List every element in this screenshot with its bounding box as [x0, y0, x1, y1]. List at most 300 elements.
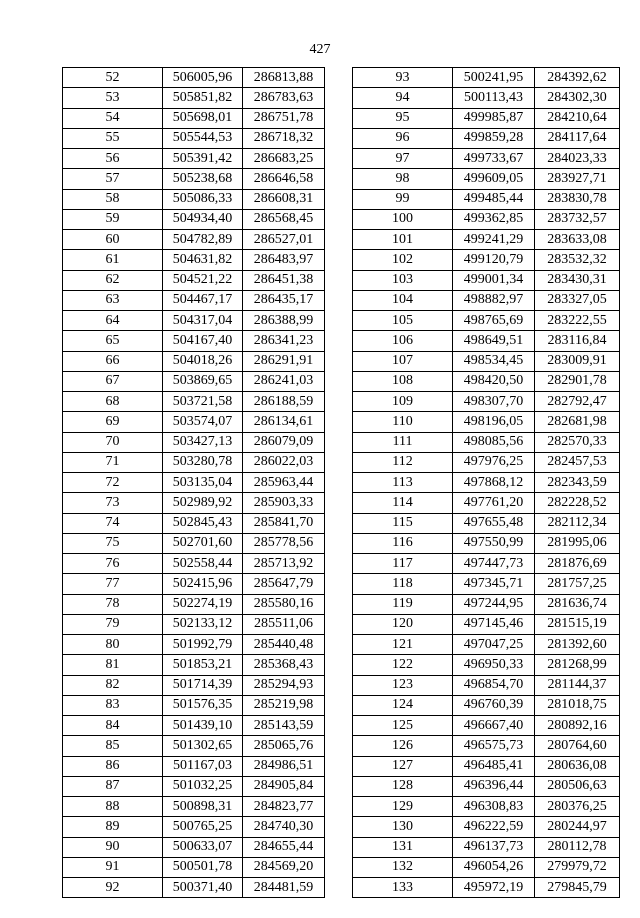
- y-coordinate-cell: 281876,69: [535, 554, 620, 574]
- y-coordinate-cell: 286483,97: [243, 250, 325, 270]
- table-row: [353, 533, 620, 553]
- x-coordinate-cell: 504467,17: [163, 290, 243, 310]
- y-coordinate-cell: 280112,78: [535, 837, 620, 857]
- point-number-cell: 110: [353, 412, 453, 432]
- point-number-cell: 71: [63, 452, 163, 472]
- point-number-cell: 72: [63, 473, 163, 493]
- page-number: 427: [309, 42, 331, 57]
- point-number-cell: 65: [63, 331, 163, 351]
- x-coordinate-cell: 497761,20: [453, 493, 535, 513]
- x-coordinate-cell: 499609,05: [453, 169, 535, 189]
- point-number-cell: 76: [63, 554, 163, 574]
- table-row: [63, 432, 325, 452]
- table-row: [353, 68, 620, 88]
- point-number-cell: 74: [63, 513, 163, 533]
- point-number-cell: 68: [63, 392, 163, 412]
- x-coordinate-cell: 503721,58: [163, 392, 243, 412]
- point-number-cell: 95: [353, 108, 453, 128]
- point-number-cell: 108: [353, 371, 453, 391]
- x-coordinate-cell: 502701,60: [163, 533, 243, 553]
- table-row: [353, 513, 620, 533]
- y-coordinate-cell: 284655,44: [243, 837, 325, 857]
- x-coordinate-cell: 499120,79: [453, 250, 535, 270]
- table-row: [63, 230, 325, 250]
- y-coordinate-cell: 284481,59: [243, 878, 325, 898]
- coordinates-table-right: [352, 67, 620, 898]
- table-row: [63, 695, 325, 715]
- x-coordinate-cell: 497655,48: [453, 513, 535, 533]
- point-number-cell: 86: [63, 756, 163, 776]
- point-number-cell: 123: [353, 675, 453, 695]
- y-coordinate-cell: 286188,59: [243, 392, 325, 412]
- point-number-cell: 57: [63, 169, 163, 189]
- x-coordinate-cell: 500633,07: [163, 837, 243, 857]
- y-coordinate-cell: 286646,58: [243, 169, 325, 189]
- point-number-cell: 118: [353, 574, 453, 594]
- table-row: [353, 594, 620, 614]
- table-row: [353, 695, 620, 715]
- x-coordinate-cell: 497345,71: [453, 574, 535, 594]
- table-row: [353, 837, 620, 857]
- point-number-cell: 60: [63, 230, 163, 250]
- y-coordinate-cell: 281144,37: [535, 675, 620, 695]
- x-coordinate-cell: 496485,41: [453, 756, 535, 776]
- y-coordinate-cell: 286241,03: [243, 371, 325, 391]
- table-row: [353, 493, 620, 513]
- y-coordinate-cell: 285903,33: [243, 493, 325, 513]
- y-coordinate-cell: 285580,16: [243, 594, 325, 614]
- y-coordinate-cell: 283009,91: [535, 351, 620, 371]
- point-number-cell: 69: [63, 412, 163, 432]
- x-coordinate-cell: 497447,73: [453, 554, 535, 574]
- point-number-cell: 104: [353, 290, 453, 310]
- table-body: [63, 68, 325, 898]
- y-coordinate-cell: 284302,30: [535, 88, 620, 108]
- table-row: [353, 857, 620, 877]
- y-coordinate-cell: 285219,98: [243, 695, 325, 715]
- y-coordinate-cell: 283830,78: [535, 189, 620, 209]
- x-coordinate-cell: 501853,21: [163, 655, 243, 675]
- x-coordinate-cell: 504631,82: [163, 250, 243, 270]
- y-coordinate-cell: 280636,08: [535, 756, 620, 776]
- point-number-cell: 130: [353, 817, 453, 837]
- point-number-cell: 109: [353, 392, 453, 412]
- y-coordinate-cell: 284392,62: [535, 68, 620, 88]
- y-coordinate-cell: 286435,17: [243, 290, 325, 310]
- point-number-cell: 90: [63, 837, 163, 857]
- x-coordinate-cell: 505544,53: [163, 128, 243, 148]
- y-coordinate-cell: 284986,51: [243, 756, 325, 776]
- y-coordinate-cell: 286022,03: [243, 452, 325, 472]
- y-coordinate-cell: 283927,71: [535, 169, 620, 189]
- x-coordinate-cell: 501167,03: [163, 756, 243, 776]
- y-coordinate-cell: 286388,99: [243, 311, 325, 331]
- point-number-cell: 82: [63, 675, 163, 695]
- table-row: [353, 250, 620, 270]
- table-body: [353, 68, 620, 898]
- y-coordinate-cell: 286568,45: [243, 209, 325, 229]
- y-coordinate-cell: 282792,47: [535, 392, 620, 412]
- x-coordinate-cell: 503280,78: [163, 452, 243, 472]
- y-coordinate-cell: 286451,38: [243, 270, 325, 290]
- point-number-cell: 83: [63, 695, 163, 715]
- x-coordinate-cell: 503427,13: [163, 432, 243, 452]
- table-row: [63, 574, 325, 594]
- point-number-cell: 53: [63, 88, 163, 108]
- point-number-cell: 107: [353, 351, 453, 371]
- y-coordinate-cell: 285065,76: [243, 736, 325, 756]
- table-row: [63, 837, 325, 857]
- y-coordinate-cell: 283222,55: [535, 311, 620, 331]
- x-coordinate-cell: 499985,87: [453, 108, 535, 128]
- point-number-cell: 56: [63, 149, 163, 169]
- y-coordinate-cell: 281995,06: [535, 533, 620, 553]
- x-coordinate-cell: 505086,33: [163, 189, 243, 209]
- point-number-cell: 106: [353, 331, 453, 351]
- point-number-cell: 114: [353, 493, 453, 513]
- x-coordinate-cell: 505851,82: [163, 88, 243, 108]
- table-row: [63, 736, 325, 756]
- table-row: [353, 797, 620, 817]
- point-number-cell: 112: [353, 452, 453, 472]
- x-coordinate-cell: 502133,12: [163, 614, 243, 634]
- point-number-cell: 119: [353, 594, 453, 614]
- y-coordinate-cell: 283430,31: [535, 270, 620, 290]
- table-row: [63, 878, 325, 898]
- y-coordinate-cell: 285368,43: [243, 655, 325, 675]
- y-coordinate-cell: 286079,09: [243, 432, 325, 452]
- table-row: [63, 68, 325, 88]
- x-coordinate-cell: 500371,40: [163, 878, 243, 898]
- table-row: [63, 473, 325, 493]
- table-row: [63, 513, 325, 533]
- point-number-cell: 55: [63, 128, 163, 148]
- x-coordinate-cell: 497244,95: [453, 594, 535, 614]
- x-coordinate-cell: 502845,43: [163, 513, 243, 533]
- y-coordinate-cell: 283633,08: [535, 230, 620, 250]
- table-row: [63, 594, 325, 614]
- table-row: [353, 230, 620, 250]
- point-number-cell: 81: [63, 655, 163, 675]
- table-row: [353, 270, 620, 290]
- x-coordinate-cell: 496854,70: [453, 675, 535, 695]
- y-coordinate-cell: 283732,57: [535, 209, 620, 229]
- y-coordinate-cell: 286608,31: [243, 189, 325, 209]
- y-coordinate-cell: 280244,97: [535, 817, 620, 837]
- point-number-cell: 87: [63, 776, 163, 796]
- table-row: [353, 169, 620, 189]
- y-coordinate-cell: 283327,05: [535, 290, 620, 310]
- point-number-cell: 120: [353, 614, 453, 634]
- y-coordinate-cell: 286751,78: [243, 108, 325, 128]
- point-number-cell: 94: [353, 88, 453, 108]
- table-row: [353, 473, 620, 493]
- table-row: [63, 169, 325, 189]
- table-row: [353, 614, 620, 634]
- table-row: [63, 756, 325, 776]
- x-coordinate-cell: 496137,73: [453, 837, 535, 857]
- x-coordinate-cell: 499733,67: [453, 149, 535, 169]
- table-row: [63, 533, 325, 553]
- x-coordinate-cell: 502274,19: [163, 594, 243, 614]
- table-row: [63, 209, 325, 229]
- point-number-cell: 102: [353, 250, 453, 270]
- table-row: [353, 412, 620, 432]
- y-coordinate-cell: 286683,25: [243, 149, 325, 169]
- table-row: [353, 351, 620, 371]
- x-coordinate-cell: 498882,97: [453, 290, 535, 310]
- x-coordinate-cell: 496054,26: [453, 857, 535, 877]
- y-coordinate-cell: 280892,16: [535, 716, 620, 736]
- x-coordinate-cell: 500113,43: [453, 88, 535, 108]
- y-coordinate-cell: 279979,72: [535, 857, 620, 877]
- table-row: [63, 412, 325, 432]
- table-row: [353, 189, 620, 209]
- y-coordinate-cell: 282343,59: [535, 473, 620, 493]
- table-row: [353, 574, 620, 594]
- x-coordinate-cell: 496667,40: [453, 716, 535, 736]
- y-coordinate-cell: 286783,63: [243, 88, 325, 108]
- table-row: [353, 675, 620, 695]
- table-row: [63, 655, 325, 675]
- point-number-cell: 62: [63, 270, 163, 290]
- point-number-cell: 113: [353, 473, 453, 493]
- point-number-cell: 93: [353, 68, 453, 88]
- x-coordinate-cell: 497047,25: [453, 635, 535, 655]
- point-number-cell: 125: [353, 716, 453, 736]
- table-row: [353, 655, 620, 675]
- point-number-cell: 117: [353, 554, 453, 574]
- y-coordinate-cell: 284905,84: [243, 776, 325, 796]
- point-number-cell: 89: [63, 817, 163, 837]
- x-coordinate-cell: 504934,40: [163, 209, 243, 229]
- y-coordinate-cell: 281018,75: [535, 695, 620, 715]
- y-coordinate-cell: 286718,32: [243, 128, 325, 148]
- table-row: [63, 108, 325, 128]
- y-coordinate-cell: 282457,53: [535, 452, 620, 472]
- x-coordinate-cell: 496760,39: [453, 695, 535, 715]
- y-coordinate-cell: 282901,78: [535, 371, 620, 391]
- x-coordinate-cell: 501439,10: [163, 716, 243, 736]
- point-number-cell: 133: [353, 878, 453, 898]
- table-row: [63, 270, 325, 290]
- x-coordinate-cell: 499859,28: [453, 128, 535, 148]
- point-number-cell: 96: [353, 128, 453, 148]
- x-coordinate-cell: 502415,96: [163, 574, 243, 594]
- y-coordinate-cell: 280764,60: [535, 736, 620, 756]
- point-number-cell: 80: [63, 635, 163, 655]
- table-row: [63, 392, 325, 412]
- table-row: [63, 635, 325, 655]
- table-row: [353, 209, 620, 229]
- y-coordinate-cell: 282228,52: [535, 493, 620, 513]
- point-number-cell: 98: [353, 169, 453, 189]
- point-number-cell: 78: [63, 594, 163, 614]
- point-number-cell: 97: [353, 149, 453, 169]
- point-number-cell: 84: [63, 716, 163, 736]
- x-coordinate-cell: 503574,07: [163, 412, 243, 432]
- x-coordinate-cell: 506005,96: [163, 68, 243, 88]
- table-row: [353, 756, 620, 776]
- x-coordinate-cell: 504521,22: [163, 270, 243, 290]
- x-coordinate-cell: 501576,35: [163, 695, 243, 715]
- table-row: [353, 554, 620, 574]
- x-coordinate-cell: 504317,04: [163, 311, 243, 331]
- y-coordinate-cell: 284823,77: [243, 797, 325, 817]
- x-coordinate-cell: 502989,92: [163, 493, 243, 513]
- y-coordinate-cell: 284569,20: [243, 857, 325, 877]
- y-coordinate-cell: 281757,25: [535, 574, 620, 594]
- x-coordinate-cell: 495972,19: [453, 878, 535, 898]
- x-coordinate-cell: 496950,33: [453, 655, 535, 675]
- table-row: [353, 776, 620, 796]
- y-coordinate-cell: 286341,23: [243, 331, 325, 351]
- point-number-cell: 79: [63, 614, 163, 634]
- table-row: [353, 432, 620, 452]
- y-coordinate-cell: 285963,44: [243, 473, 325, 493]
- table-row: [63, 331, 325, 351]
- table-row: [63, 817, 325, 837]
- table-row: [63, 290, 325, 310]
- table-row: [353, 88, 620, 108]
- y-coordinate-cell: 285440,48: [243, 635, 325, 655]
- y-coordinate-cell: 284740,30: [243, 817, 325, 837]
- table-row: [353, 716, 620, 736]
- y-coordinate-cell: 280376,25: [535, 797, 620, 817]
- x-coordinate-cell: 498196,05: [453, 412, 535, 432]
- point-number-cell: 126: [353, 736, 453, 756]
- point-number-cell: 63: [63, 290, 163, 310]
- x-coordinate-cell: 497868,12: [453, 473, 535, 493]
- point-number-cell: 85: [63, 736, 163, 756]
- table-row: [353, 736, 620, 756]
- x-coordinate-cell: 501714,39: [163, 675, 243, 695]
- table-row: [63, 716, 325, 736]
- table-row: [63, 88, 325, 108]
- table-row: [353, 331, 620, 351]
- x-coordinate-cell: 500765,25: [163, 817, 243, 837]
- point-number-cell: 91: [63, 857, 163, 877]
- table-row: [353, 290, 620, 310]
- table-row: [63, 371, 325, 391]
- point-number-cell: 58: [63, 189, 163, 209]
- point-number-cell: 122: [353, 655, 453, 675]
- point-number-cell: 99: [353, 189, 453, 209]
- y-coordinate-cell: 281268,99: [535, 655, 620, 675]
- point-number-cell: 92: [63, 878, 163, 898]
- point-number-cell: 105: [353, 311, 453, 331]
- y-coordinate-cell: 284117,64: [535, 128, 620, 148]
- point-number-cell: 101: [353, 230, 453, 250]
- point-number-cell: 129: [353, 797, 453, 817]
- x-coordinate-cell: 497550,99: [453, 533, 535, 553]
- table-row: [63, 149, 325, 169]
- y-coordinate-cell: 281515,19: [535, 614, 620, 634]
- y-coordinate-cell: 283532,32: [535, 250, 620, 270]
- y-coordinate-cell: 286291,91: [243, 351, 325, 371]
- y-coordinate-cell: 286527,01: [243, 230, 325, 250]
- x-coordinate-cell: 499362,85: [453, 209, 535, 229]
- point-number-cell: 124: [353, 695, 453, 715]
- point-number-cell: 88: [63, 797, 163, 817]
- table-row: [353, 128, 620, 148]
- table-row: [63, 189, 325, 209]
- x-coordinate-cell: 496222,59: [453, 817, 535, 837]
- x-coordinate-cell: 499485,44: [453, 189, 535, 209]
- y-coordinate-cell: 279845,79: [535, 878, 620, 898]
- x-coordinate-cell: 498534,45: [453, 351, 535, 371]
- y-coordinate-cell: 285713,92: [243, 554, 325, 574]
- table-row: [63, 857, 325, 877]
- x-coordinate-cell: 496308,83: [453, 797, 535, 817]
- x-coordinate-cell: 498307,70: [453, 392, 535, 412]
- point-number-cell: 116: [353, 533, 453, 553]
- x-coordinate-cell: 505391,42: [163, 149, 243, 169]
- x-coordinate-cell: 505238,68: [163, 169, 243, 189]
- point-number-cell: 128: [353, 776, 453, 796]
- point-number-cell: 111: [353, 432, 453, 452]
- table-row: [63, 776, 325, 796]
- table-row: [353, 635, 620, 655]
- y-coordinate-cell: 286134,61: [243, 412, 325, 432]
- y-coordinate-cell: 285143,59: [243, 716, 325, 736]
- x-coordinate-cell: 498420,50: [453, 371, 535, 391]
- point-number-cell: 100: [353, 209, 453, 229]
- point-number-cell: 66: [63, 351, 163, 371]
- table-row: [63, 675, 325, 695]
- table-row: [63, 614, 325, 634]
- y-coordinate-cell: 283116,84: [535, 331, 620, 351]
- x-coordinate-cell: 504167,40: [163, 331, 243, 351]
- table-row: [353, 108, 620, 128]
- point-number-cell: 77: [63, 574, 163, 594]
- x-coordinate-cell: 503135,04: [163, 473, 243, 493]
- table-row: [353, 878, 620, 898]
- y-coordinate-cell: 284023,33: [535, 149, 620, 169]
- table-row: [353, 311, 620, 331]
- point-number-cell: 127: [353, 756, 453, 776]
- point-number-cell: 61: [63, 250, 163, 270]
- table-row: [63, 452, 325, 472]
- y-coordinate-cell: 285841,70: [243, 513, 325, 533]
- y-coordinate-cell: 285778,56: [243, 533, 325, 553]
- point-number-cell: 75: [63, 533, 163, 553]
- x-coordinate-cell: 505698,01: [163, 108, 243, 128]
- point-number-cell: 73: [63, 493, 163, 513]
- x-coordinate-cell: 502558,44: [163, 554, 243, 574]
- x-coordinate-cell: 498765,69: [453, 311, 535, 331]
- point-number-cell: 52: [63, 68, 163, 88]
- x-coordinate-cell: 496575,73: [453, 736, 535, 756]
- x-coordinate-cell: 501032,25: [163, 776, 243, 796]
- point-number-cell: 131: [353, 837, 453, 857]
- y-coordinate-cell: 281636,74: [535, 594, 620, 614]
- x-coordinate-cell: 498649,51: [453, 331, 535, 351]
- y-coordinate-cell: 280506,63: [535, 776, 620, 796]
- x-coordinate-cell: 497145,46: [453, 614, 535, 634]
- x-coordinate-cell: 499241,29: [453, 230, 535, 250]
- table-row: [353, 452, 620, 472]
- x-coordinate-cell: 496396,44: [453, 776, 535, 796]
- x-coordinate-cell: 501992,79: [163, 635, 243, 655]
- table-row: [63, 554, 325, 574]
- y-coordinate-cell: 285647,79: [243, 574, 325, 594]
- table-row: [63, 797, 325, 817]
- y-coordinate-cell: 282681,98: [535, 412, 620, 432]
- table-row: [353, 392, 620, 412]
- table-row: [63, 493, 325, 513]
- x-coordinate-cell: 503869,65: [163, 371, 243, 391]
